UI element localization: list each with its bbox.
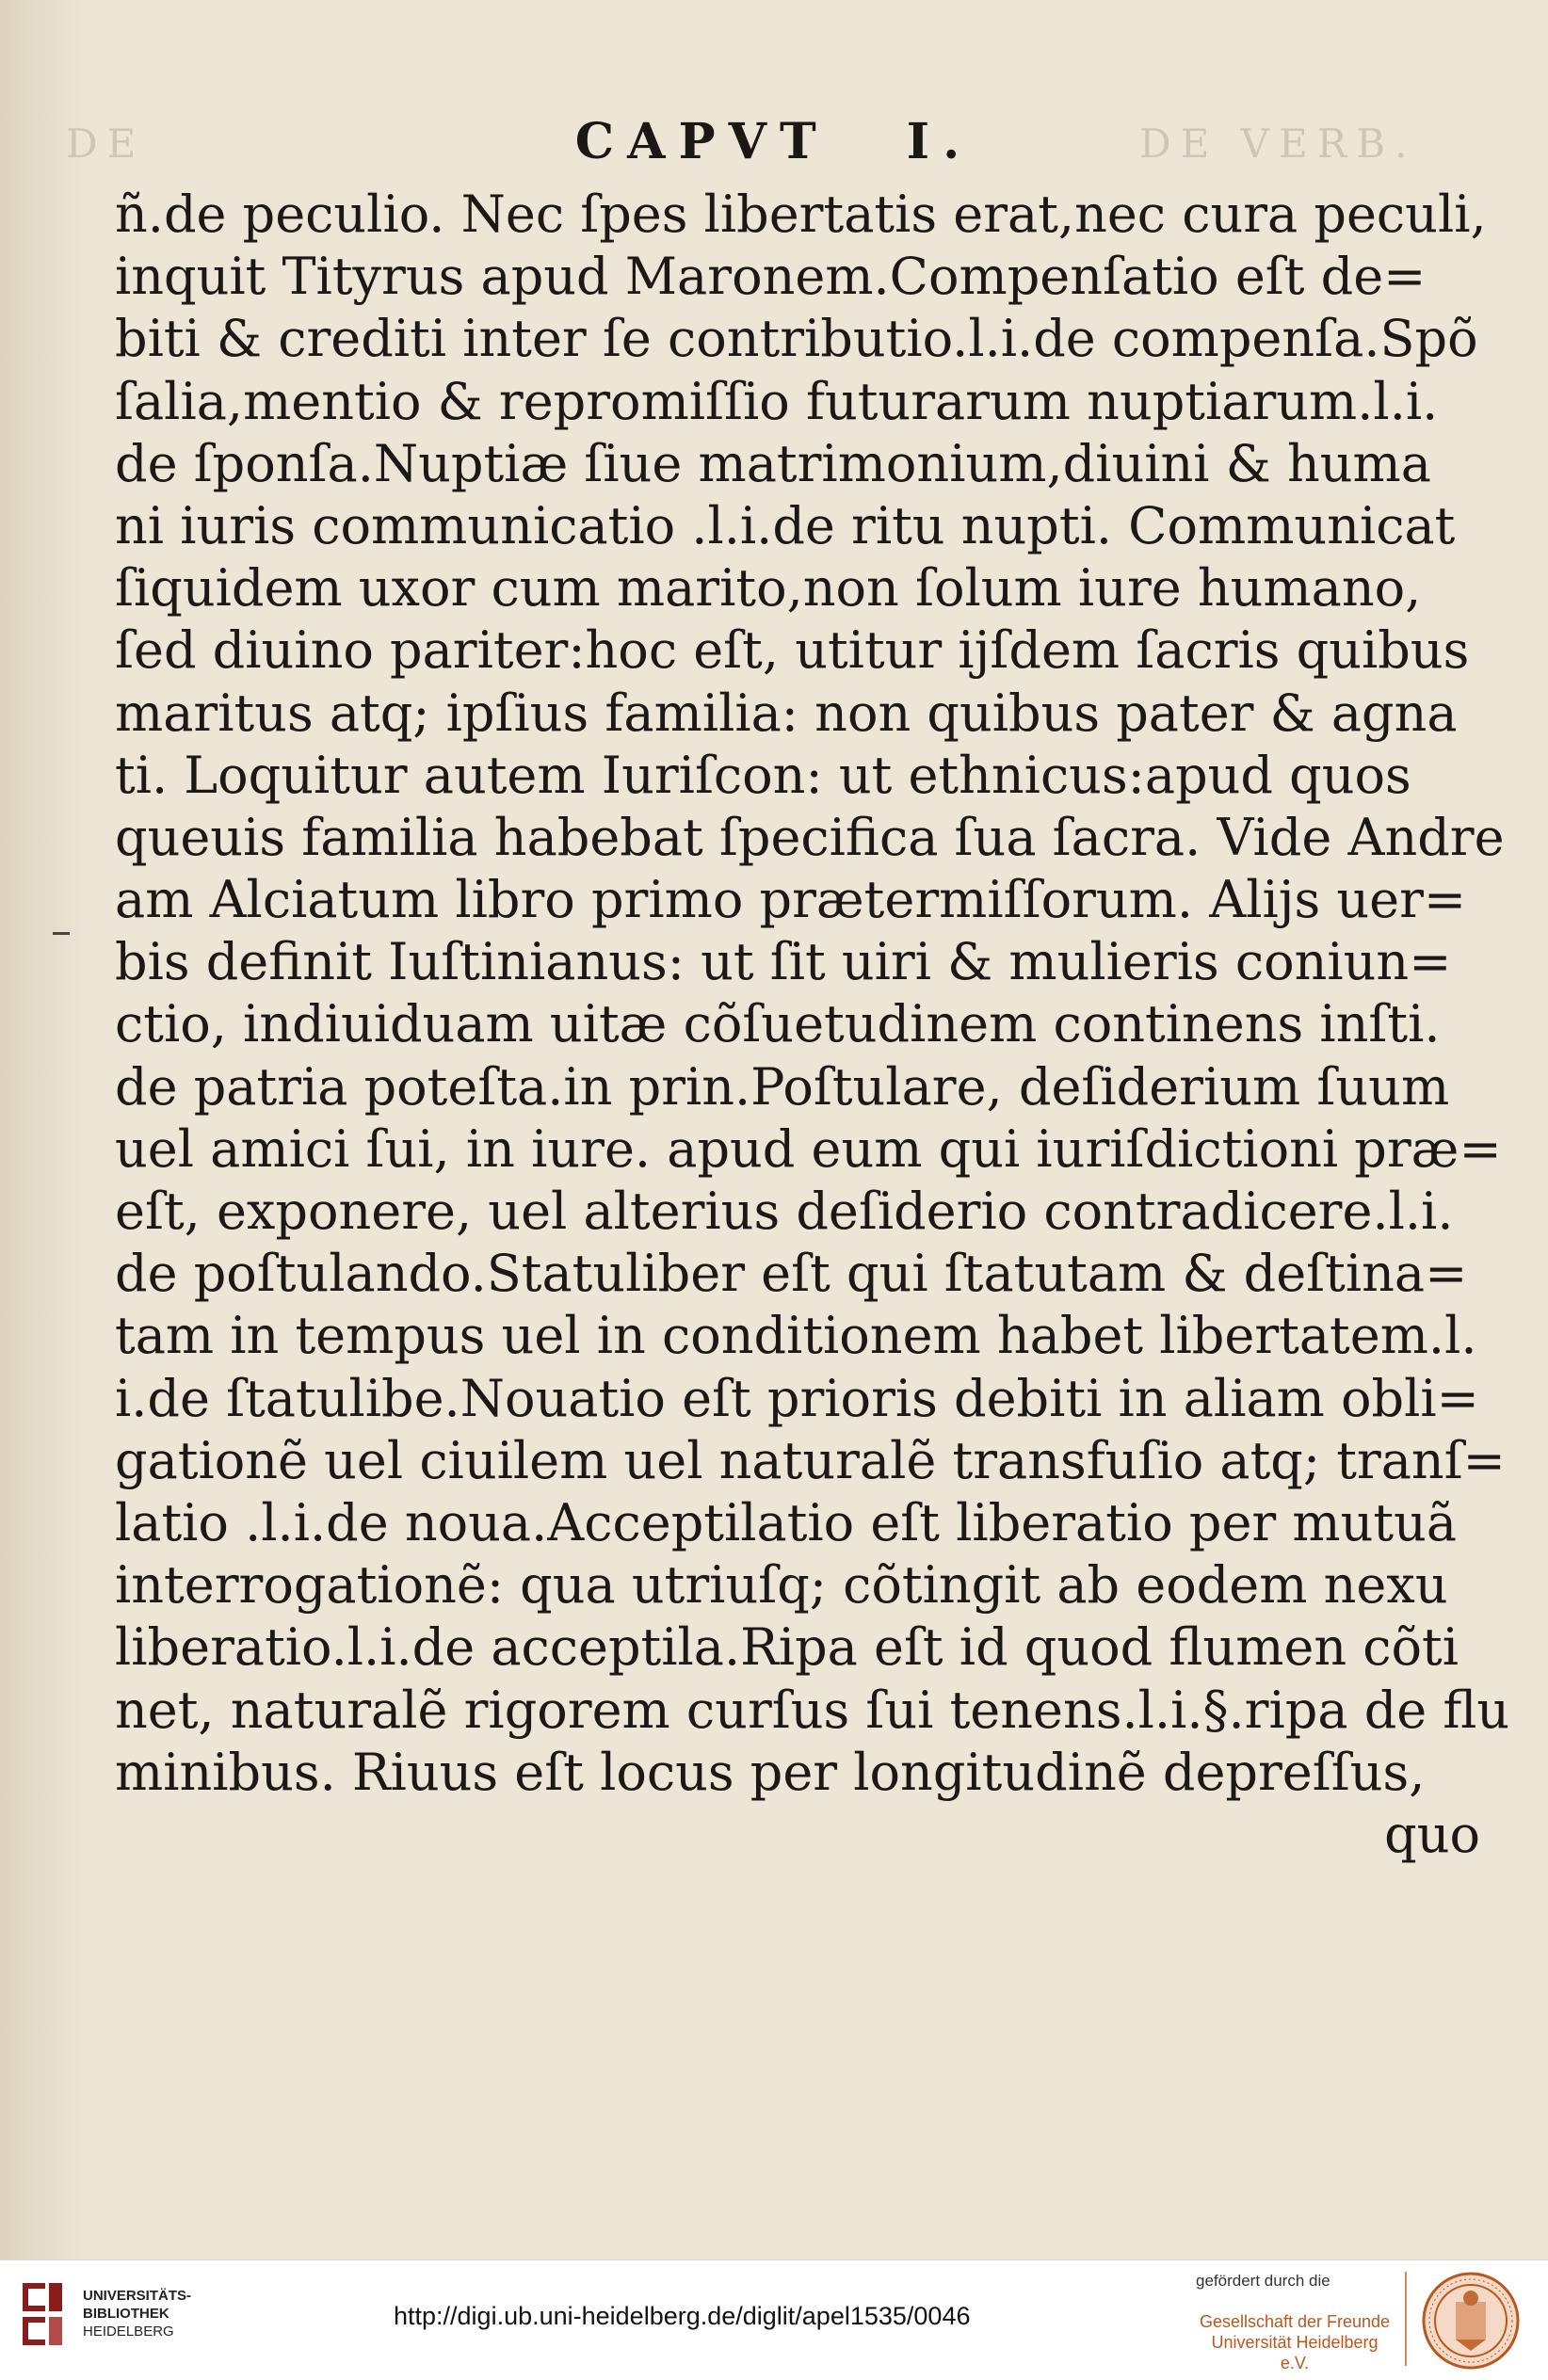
text-line: tam in tempus uel in conditionem habet libertatem.l. [115, 1306, 1477, 1366]
text-line: de poſtulando.Statuliber eſt qui ſtatutam & deſtina= [115, 1244, 1468, 1304]
library-name-line: HEIDELBERG [83, 2324, 174, 2340]
catchword: quo [1384, 1804, 1480, 1864]
library-name-line: UNIVERSITÄTS- [83, 2288, 192, 2304]
running-head-title: CAPVT [574, 113, 830, 170]
running-head [0, 113, 1548, 170]
text-line: net, naturalẽ rigorem curſus ſui tenens.l.i.§.ripa de flu [115, 1680, 1510, 1740]
text-line: ſalia,mentio & repromiſſio futurarum nuptiarum.l.i. [115, 371, 1439, 431]
sponsor-name [1196, 2311, 1394, 2373]
sponsor-label: gefördert durch die [1196, 2272, 1330, 2290]
library-name [83, 2287, 191, 2340]
text-line: queuis familia habebat ſpecifica ſua ſacra. Vide Andre [115, 807, 1505, 867]
margin-mark [53, 932, 70, 935]
show-through-text-left: DE [66, 121, 146, 167]
library-logo-icon [17, 2277, 70, 2353]
sponsor-name-line: Universität Heidelberg e.V. [1211, 2333, 1379, 2372]
footer-divider [1405, 2272, 1407, 2366]
text-line: ctio, indiuiduam uitæ cõſuetudinem continens inſti. [115, 994, 1441, 1054]
text-line: gationẽ uel ciuilem uel naturalẽ transfuſio atq; tranſ= [115, 1430, 1506, 1490]
footer-bar [0, 2259, 1548, 2380]
text-line: i.de ſtatulibe.Nouatio eſt prioris debiti in aliam obli= [115, 1368, 1479, 1428]
university-seal-icon [1422, 2272, 1520, 2370]
sponsor-name-line: Gesellschaft der Freunde [1199, 2312, 1391, 2331]
text-line: ſiquidem uxor cum marito,non ſolum iure humano, [115, 558, 1422, 619]
text-line: maritus atq; ipſius familia: non quibus pater & agna [115, 683, 1458, 743]
text-line: latio .l.i.de noua.Acceptilatio eſt liberatio per mutuã [115, 1492, 1458, 1552]
text-line: de ſponſa.Nuptiæ ſiue matrimonium,diuini & huma [115, 433, 1431, 493]
text-line: ti. Loquitur autem Iuriſcon: ut ethnicus:apud quos [115, 745, 1411, 805]
text-line: inquit Tityrus apud Maronem.Compenſatio eſt de= [115, 247, 1427, 307]
body-text [115, 184, 1508, 1866]
page-edge-shadow [0, 0, 85, 2259]
text-line: ni iuris communicatio .l.i.de ritu nupti. Communicat [115, 495, 1456, 555]
text-line: bis definit Iuſtinianus: ut ſit uiri & mulieris coniun= [115, 932, 1452, 992]
text-line: am Alciatum libro primo prætermiſſorum. Alijs uer= [115, 870, 1467, 930]
running-head-number: I. [906, 113, 974, 170]
text-line: uel amici ſui, in iure. apud eum qui iuriſdictioni præ= [115, 1118, 1502, 1179]
text-line: eſt, exponere, uel alterius deſiderio contradicere.l.i. [115, 1182, 1454, 1241]
text-line: ſed diuino pariter:hoc eſt, utitur ijſdem ſacris quibus [115, 620, 1470, 681]
text-line: minibus. Riuus eſt locus per longitudinẽ depreſſus, [115, 1742, 1426, 1802]
permalink-url[interactable]: http://digi.ub.uni-heidelberg.de/diglit/apel1535/0046 [394, 2302, 971, 2330]
text-line: ñ.de peculio. Nec ſpes libertatis erat,nec cura peculi, [115, 185, 1487, 244]
library-name-line: BIBLIOTHEK [83, 2306, 169, 2322]
show-through-text-right: DE VERB. [1139, 121, 1417, 167]
text-line: biti & crediti inter ſe contributio.l.i.de compenſa.Spõ [115, 309, 1478, 369]
text-line: liberatio.l.i.de acceptila.Ripa eſt id quod flumen cõti [115, 1617, 1459, 1678]
text-line: de patria poteſta.in prin.Poſtulare, deſiderium ſuum [115, 1056, 1450, 1117]
text-line: interrogationẽ: qua utriuſq; cõtingit ab eodem nexu [115, 1555, 1448, 1616]
